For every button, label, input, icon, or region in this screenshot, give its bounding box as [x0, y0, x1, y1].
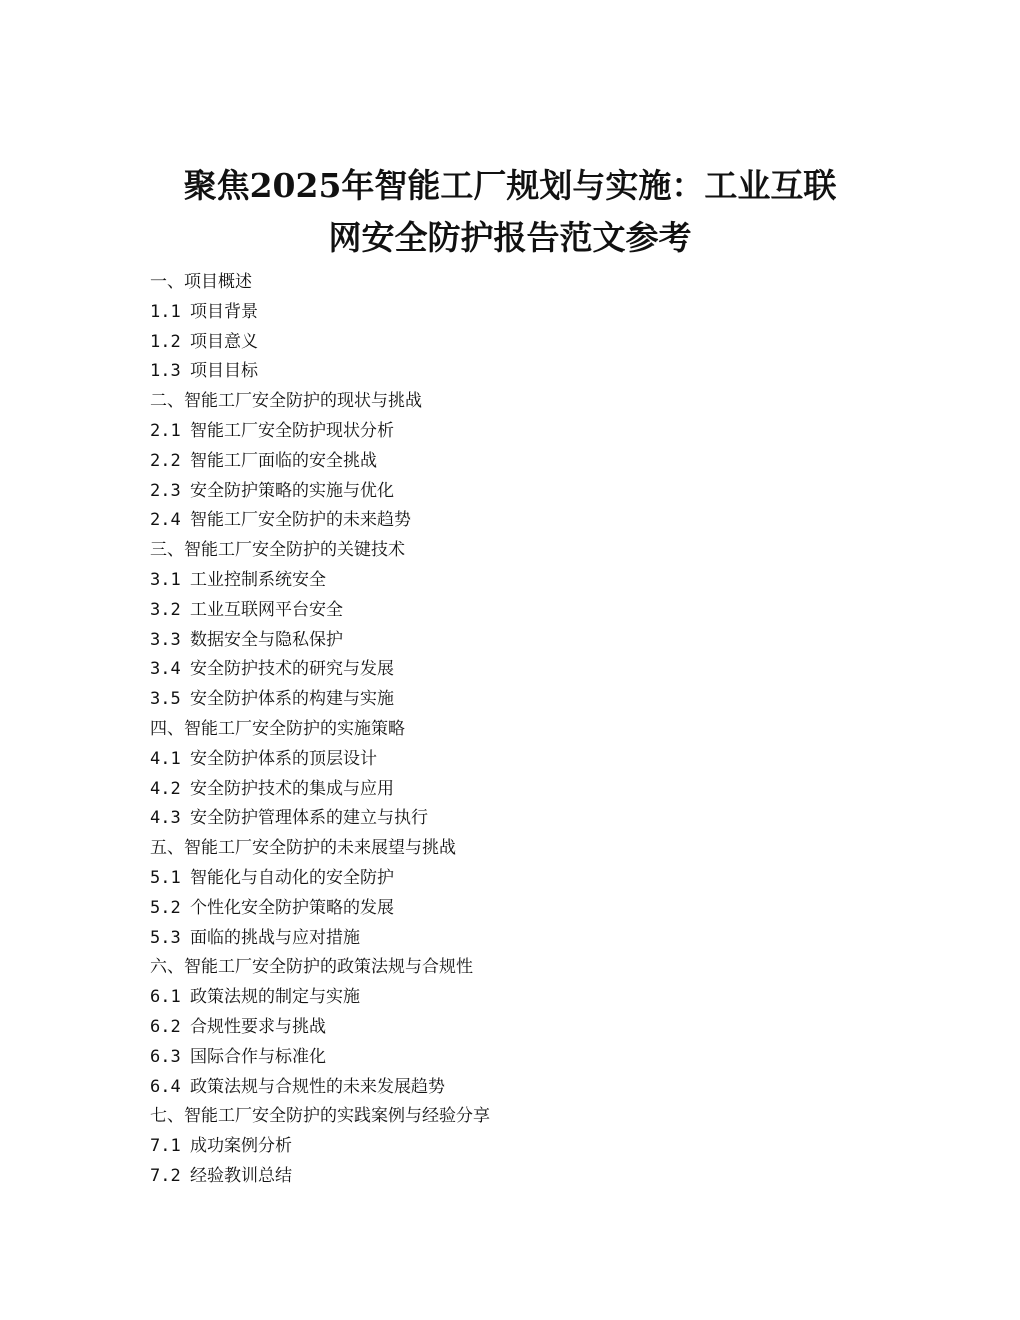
toc-item-number: 7.2: [150, 1165, 181, 1186]
toc-item-number: 4.3: [150, 808, 181, 829]
toc-section-item: [150, 953, 930, 983]
toc-section-item: [150, 834, 930, 864]
toc-item-number: 2.3: [150, 480, 181, 501]
toc-item-text: 成功案例分析: [190, 1136, 292, 1157]
toc-item-text: 五、智能工厂安全防护的未来展望与挑战: [150, 838, 456, 859]
toc-subsection-item: [150, 447, 930, 477]
toc-item-text: 项目背景: [190, 301, 258, 322]
toc-item-text: 项目意义: [190, 331, 258, 352]
toc-item-number: 2.1: [150, 420, 181, 441]
toc-item-text: 智能化与自动化的安全防护: [190, 867, 394, 888]
toc-item-number: 6.3: [150, 1046, 181, 1067]
toc-item-number: 7.1: [150, 1136, 181, 1157]
table-of-contents: [150, 268, 930, 1192]
toc-item-text: 三、智能工厂安全防护的关键技术: [150, 540, 405, 561]
toc-subsection-item: [150, 477, 930, 507]
toc-item-text: 智能工厂安全防护的未来趋势: [190, 510, 411, 531]
toc-item-text: 政策法规的制定与实施: [190, 987, 360, 1008]
toc-subsection-item: [150, 745, 930, 775]
toc-subsection-item: [150, 328, 930, 358]
toc-item-number: 6.1: [150, 987, 181, 1008]
toc-subsection-item: [150, 1132, 930, 1162]
toc-subsection-item: [150, 775, 930, 805]
toc-item-text: 安全防护管理体系的建立与执行: [190, 808, 428, 829]
toc-item-number: 3.1: [150, 569, 181, 590]
toc-item-text: 二、智能工厂安全防护的现状与挑战: [150, 391, 422, 412]
toc-item-text: 政策法规与合规性的未来发展趋势: [190, 1076, 445, 1097]
toc-item-number: 1.1: [150, 301, 181, 322]
toc-section-item: [150, 715, 930, 745]
toc-subsection-item: [150, 864, 930, 894]
toc-section-item: [150, 268, 930, 298]
toc-item-text: 合规性要求与挑战: [190, 1016, 326, 1037]
toc-item-text: 安全防护体系的构建与实施: [190, 689, 394, 710]
toc-subsection-item: [150, 804, 930, 834]
toc-item-text: 七、智能工厂安全防护的实践案例与经验分享: [150, 1106, 490, 1127]
toc-item-text: 项目目标: [190, 361, 258, 382]
toc-section-item: [150, 536, 930, 566]
toc-item-text: 经验教训总结: [190, 1165, 292, 1186]
title-line-2: 网安全防护报告范文参考: [328, 218, 692, 257]
toc-item-text: 一、项目概述: [150, 272, 252, 292]
toc-item-text: 工业控制系统安全: [190, 569, 326, 590]
toc-item-text: 数据安全与隐私保护: [190, 629, 343, 650]
title-line-1: 聚焦2025年智能工厂规划与实施：工业互联: [183, 166, 837, 205]
toc-subsection-item: [150, 566, 930, 596]
toc-item-text: 安全防护技术的集成与应用: [190, 778, 394, 799]
toc-subsection-item: [150, 1073, 930, 1103]
toc-item-number: 6.2: [150, 1016, 181, 1037]
toc-subsection-item: [150, 596, 930, 626]
toc-subsection-item: [150, 924, 930, 954]
toc-item-text: 安全防护策略的实施与优化: [190, 480, 394, 501]
toc-subsection-item: [150, 1013, 930, 1043]
toc-item-number: 1.3: [150, 361, 181, 382]
toc-section-item: [150, 387, 930, 417]
toc-subsection-item: [150, 357, 930, 387]
toc-item-text: 四、智能工厂安全防护的实施策略: [150, 718, 405, 739]
toc-item-number: 5.1: [150, 867, 181, 888]
toc-item-text: 智能工厂安全防护现状分析: [190, 420, 394, 441]
toc-item-number: 1.2: [150, 331, 181, 352]
toc-item-number: 5.2: [150, 897, 181, 918]
toc-item-text: 六、智能工厂安全防护的政策法规与合规性: [150, 957, 473, 978]
toc-item-number: 6.4: [150, 1076, 181, 1097]
toc-item-text: 智能工厂面临的安全挑战: [190, 450, 377, 471]
toc-item-number: 3.5: [150, 689, 181, 710]
toc-subsection-item: [150, 685, 930, 715]
toc-item-text: 安全防护体系的顶层设计: [190, 748, 377, 769]
toc-item-number: 3.4: [150, 659, 181, 680]
toc-subsection-item: [150, 1162, 930, 1192]
toc-item-text: 个性化安全防护策略的发展: [190, 897, 394, 918]
toc-subsection-item: [150, 626, 930, 656]
toc-item-text: 面临的挑战与应对措施: [190, 927, 360, 948]
toc-subsection-item: [150, 894, 930, 924]
toc-section-item: [150, 1102, 930, 1132]
toc-item-number: 2.4: [150, 510, 181, 531]
toc-subsection-item: [150, 1043, 930, 1073]
toc-item-number: 5.3: [150, 927, 181, 948]
toc-item-text: 国际合作与标准化: [190, 1046, 326, 1067]
toc-item-number: 2.2: [150, 450, 181, 471]
toc-item-number: 3.3: [150, 629, 181, 650]
toc-subsection-item: [150, 417, 930, 447]
toc-item-number: 3.2: [150, 599, 181, 620]
document-title: [100, 160, 920, 264]
toc-subsection-item: [150, 298, 930, 328]
toc-subsection-item: [150, 983, 930, 1013]
toc-subsection-item: [150, 506, 930, 536]
toc-item-text: 工业互联网平台安全: [190, 599, 343, 620]
toc-item-number: 4.2: [150, 778, 181, 799]
toc-item-number: 4.1: [150, 748, 181, 769]
toc-subsection-item: [150, 655, 930, 685]
toc-item-text: 安全防护技术的研究与发展: [190, 659, 394, 680]
